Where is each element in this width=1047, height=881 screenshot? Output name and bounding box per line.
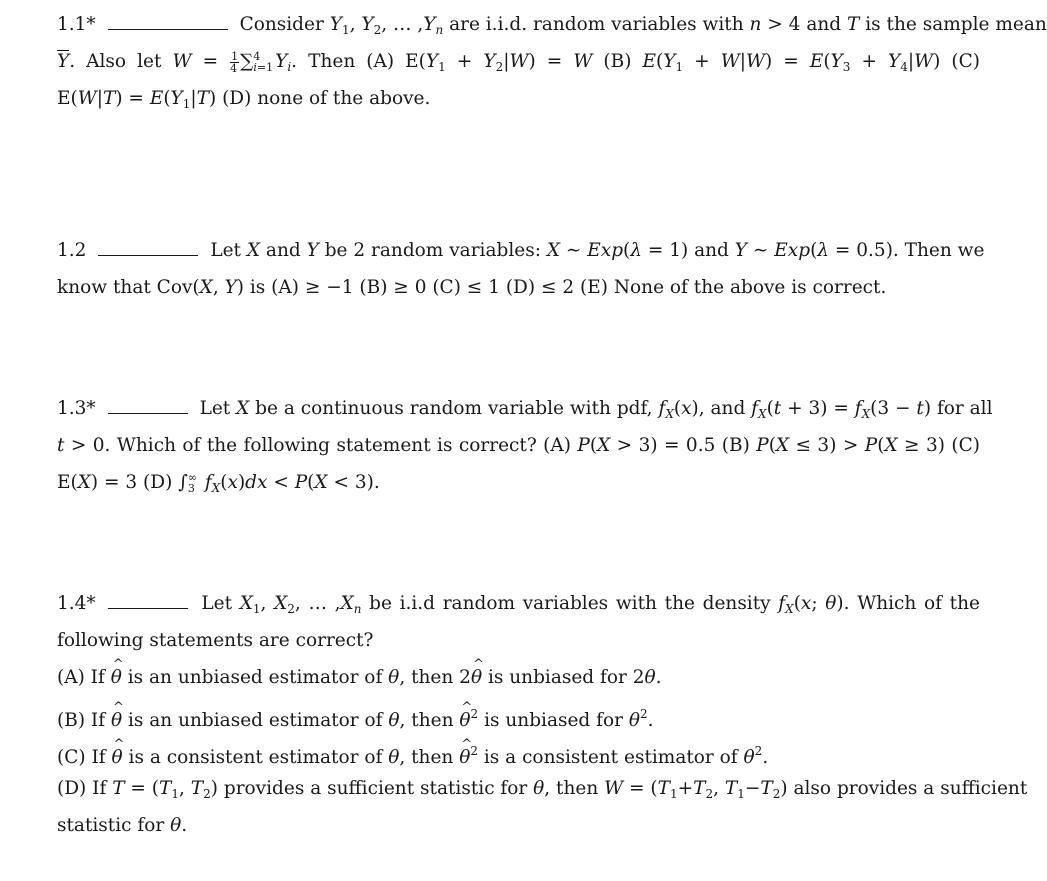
- question-1-4-line-1: 1.4* Let $X_1$, $X_2$, … $,X_n$ be i.i.d random variables with the density $f_X(x$; θ). Which of the: [57, 585, 980, 622]
- question-1-1-line-1: 1.1* Consider $Y_1$, $Y_2$, … $,Y_n$ are i.i.d. random variables with n > 4 and T is the sample mean: [57, 6, 980, 43]
- option-d-cont: statistic for θ.: [57, 815, 188, 836]
- question-1-2-line-1: 1.2 Let X and Y be 2 random variables: X ∼ Exp(λ = 1) and Y ∼ Exp(λ = 0.5). Then we: [57, 232, 980, 269]
- answer-blank: [108, 608, 188, 609]
- question-1-3-line-3: E(X) = 3 (D) ∫ ∞ 3 $f_X(x)dx < P(X < 3)$.: [57, 471, 380, 495]
- question-1-1-line-3: $E(W|T) = E(Y_1|T)$ (D) none of the above.: [57, 88, 431, 111]
- question-1-3-line-2: t > 0. Which of the following statement is correct? (A) P(X > 3) = 0.5 (B) P(X ≤ 3) > P(X ≥ 3) (C): [57, 435, 980, 456]
- question-text: Consider: [239, 14, 324, 35]
- question-number: 1.1*: [57, 14, 96, 35]
- question-1-3-line-1: 1.3* Let X be a continuous random variable with pdf, $f_X(x)$, and $f_X(t + 3) = f_X(3 - t)$ for all: [57, 390, 980, 427]
- question-1-4: [57, 585, 1028, 844]
- question-1-2-line-2: know that Cov(X, Y) is (A) ≥ −1 (B) ≥ 0 (C) ≤ 1 (D) ≤ 2 (E) None of the above is correct.: [57, 277, 887, 298]
- question-text: Let: [199, 398, 231, 419]
- question-number: 1.3*: [57, 398, 96, 419]
- option-d: (D) If $T = (T_1$, $T_2$) provides a sufficient statistic for θ, then $W = (T_1+T_2$, $T_1-T_2$) also provides a sufficient: [57, 778, 1028, 801]
- answer-blank: [108, 413, 188, 414]
- question-number: 1.4*: [57, 593, 96, 614]
- option-c: (C) If ^ θ is a consistent estimator of θ, then ^ $\theta^2$ is a consistent estimator of $\theta^2$.: [57, 733, 980, 770]
- answer-blank: [98, 255, 198, 256]
- question-number: 1.2: [57, 240, 87, 261]
- answer-blank: [108, 29, 228, 30]
- question-1-2: [57, 232, 985, 306]
- question-1-3: [57, 390, 993, 501]
- question-1-1: [57, 6, 1047, 117]
- question-1-4-line-2: following statements are correct?: [57, 630, 374, 651]
- question-text: Let: [201, 593, 233, 614]
- option-a: (A) If ^ θ is an unbiased estimator of θ, then 2^ θ is unbiased for 2θ.: [57, 659, 980, 696]
- question-text: Let: [210, 240, 241, 261]
- option-b: (B) If ^ θ is an unbiased estimator of θ, then ^ $\theta^2$ is unbiased for $\theta^2$.: [57, 696, 980, 733]
- question-1-1-line-2: Y. Also let W = $\frac{1}{4}$ ∑ 4 i=1 $Y_i$. Then (A) $E(Y_1 + Y_2|W) = W$ (B) $E(Y_1 + W|W) = E(Y_3 + Y_4|W)$ (C): [57, 49, 981, 75]
